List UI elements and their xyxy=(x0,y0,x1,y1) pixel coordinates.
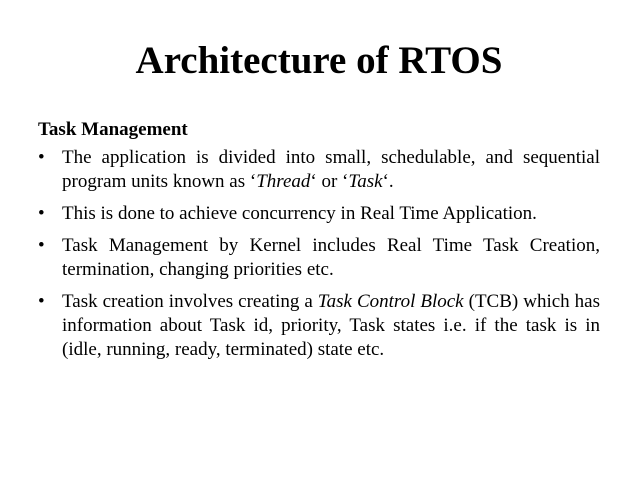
bullet-dot-icon: • xyxy=(38,291,45,312)
bullet-text-part: Task creation involves creating a xyxy=(62,291,318,312)
bullet-text-emphasis: Task Control Block xyxy=(317,291,464,312)
bullet-list xyxy=(38,146,600,370)
bullet-item-2 xyxy=(38,202,600,226)
bullet-text-part: ‘ or ‘ xyxy=(310,171,349,192)
bullet-dot-icon: • xyxy=(38,203,45,224)
bullet-text xyxy=(62,291,600,360)
bullet-item-4 xyxy=(38,290,600,362)
bullet-text-part: Task Management by Kernel includes Real Time Task Creation, termination, changing priorities etc. xyxy=(62,235,600,280)
bullet-text-part: This is done to achieve concurrency in Real Time Application. xyxy=(62,203,537,224)
bullet-text-emphasis: Thread xyxy=(256,171,311,192)
section-heading: Task Management xyxy=(38,119,188,140)
bullet-text-part: ‘. xyxy=(382,171,394,192)
slide-title: Architecture of RTOS xyxy=(135,39,503,82)
bullet-text-part: (TCB) which has information about Task id, priority, Task states i.e. if the task is in (idle, running, ready, terminated) state etc. xyxy=(62,291,600,360)
bullet-text-emphasis: Task xyxy=(348,171,383,192)
bullet-dot-icon: • xyxy=(38,147,45,168)
bullet-dot-icon: • xyxy=(38,235,45,256)
bullet-text xyxy=(62,235,600,280)
bullet-item-1 xyxy=(38,146,600,194)
bullet-text xyxy=(62,147,600,192)
bullet-item-3 xyxy=(38,234,600,282)
bullet-text-part: The application is divided into small, schedulable, and sequential program units known as ‘ xyxy=(62,147,600,192)
bullet-text xyxy=(62,203,537,224)
